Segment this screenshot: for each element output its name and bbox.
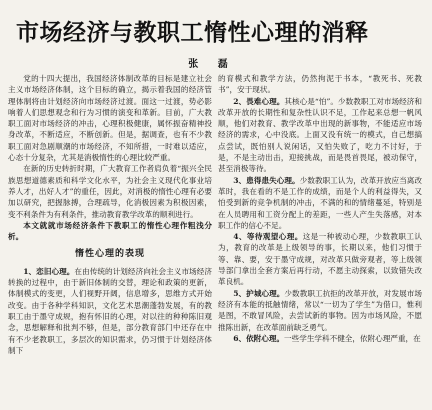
item-3-text: 少数教职工认为，改革开放应当离改革时，我在看的不是工作的成绩，而是个人的利益得失，又怕受到新的竞争机制的冲击，不满的和的情绪蔓延，特别是在人员聘用和工资分配上的差距，一些人产生失落感，对本职工作的信心不足。 — [218, 175, 422, 230]
item-3-lead: 3、患得患失心理。 — [233, 175, 300, 185]
item-5 — [218, 288, 422, 333]
paragraph-2: 在新的历史转折时期，广大教育工作者肩负着“振兴全民族思想道德素质和科学文化水平，为社会主义现代化事业培养人才，出好人才”的重任，因此，对消极的惰性心理有必要加以研究，把握脉搏，合理疏导，化消极因素为积极因素，变不利条件为有利条件，推动教育教学改革的顺利进行。 — [8, 164, 212, 219]
article-title: 市场经济与教职工惰性心理的消释 — [16, 20, 369, 46]
item-3 — [218, 175, 422, 231]
right-intro: 的育模式和教学方法，仍然拘泥于书本，“教死书、死教书”，安于现状。 — [218, 74, 422, 95]
paragraph-1: 党的十四大提出，我国经济体制改革的目标是建立社会主义市场经济体制，这个目标的确立，揭示着我国的经济管理体制将由计划经济向市场经济过渡。面这一过渡，势必影响着人们思想观念和行为习惯的演变和革新。目前，广大教职工面对市场经济的冲击，心理积极健康，属怀振奋精神投身改革，不断适应，不断创新。但是，据调查，也有不少教职工面对急剧顺潮的市场经济，不知所措，一时难以适应，心态十分复杂，尤其是消极惰性的心理比较严重。 — [8, 74, 212, 163]
item-5-lead: 5、护城心理。 — [233, 288, 285, 298]
item-4-text: 这是一种被动心理，少数教职工认为，教育的改革是上级领导的事，长期以来，他们习惯于等、靠、要，安于墨守成规，对改革只做旁观者，等上级领导部门拿出全套方案后再行动，不愿主动探索，以致错失改革良机。 — [218, 232, 422, 287]
item-6-text: 一些学生学科不健全，依附心理严重，在 — [284, 333, 421, 343]
item-2-lead: 2、畏难心理。 — [233, 96, 285, 106]
article-author: 张 磊 — [188, 59, 236, 70]
item-4-lead: 4、等待观望心理。 — [233, 232, 303, 242]
item-1-lead: 1、恋旧心理。 — [23, 266, 75, 276]
paragraph-3: 本文就就市场经济条件下教职工的惰性心理作粗浅分析。 — [8, 220, 212, 242]
left-column — [8, 73, 212, 356]
item-1-text: 在由传统的计划经济向社会主义市场经济转换的过程中，由于新旧体制的交替，理论和政策的更新，体制模式的变更，人们视野开阔，信息增多，思维方式开始改变。由于各种学科知识，文化艺术思潮蓬勃发展，有的教职工由于墨守成规，抱有怀旧的心理，对以往的种种陈旧观念，思想解释和批判不够，但是，部分教育部门中还存在中有不少老教职工，多层次的知识需求，仍习惯于计划经济体制下 — [8, 266, 212, 355]
item-6-lead: 6、依附心理。 — [233, 333, 285, 343]
item-5-text: 少数教职工抗拒的改革开放，对发展市场经济有本能的抵触情绪，常以“一切为了学生”为借口，惟利是图，不敢冒风险，去尝试新的事物。因为市场风险，不愿推陈出新，在改革面前缺乏勇气。 — [218, 288, 422, 332]
item-2-text: 其核心是“怕”。少数教职工对市场经济和改革开放的长期性和复杂性认识不足，工作起来总想一帆风顺，他们对教育、教学改革中出现的新事物，不能适应市场经济的需求，心中没底。上面又没有统一的模式，自己想搞点尝试，既怕别人说闲话，又怕失败了，吃力不讨好，于是，不是主动出击，迎接挑战，而是畏首畏尾，被动保守，甚至消极等待。 — [218, 96, 422, 174]
section-heading: 惰性心理的表现 — [74, 249, 145, 260]
item-2 — [218, 96, 422, 175]
item-4 — [218, 231, 422, 287]
item-6 — [218, 333, 422, 344]
item-1 — [8, 266, 212, 356]
right-column — [218, 73, 422, 344]
